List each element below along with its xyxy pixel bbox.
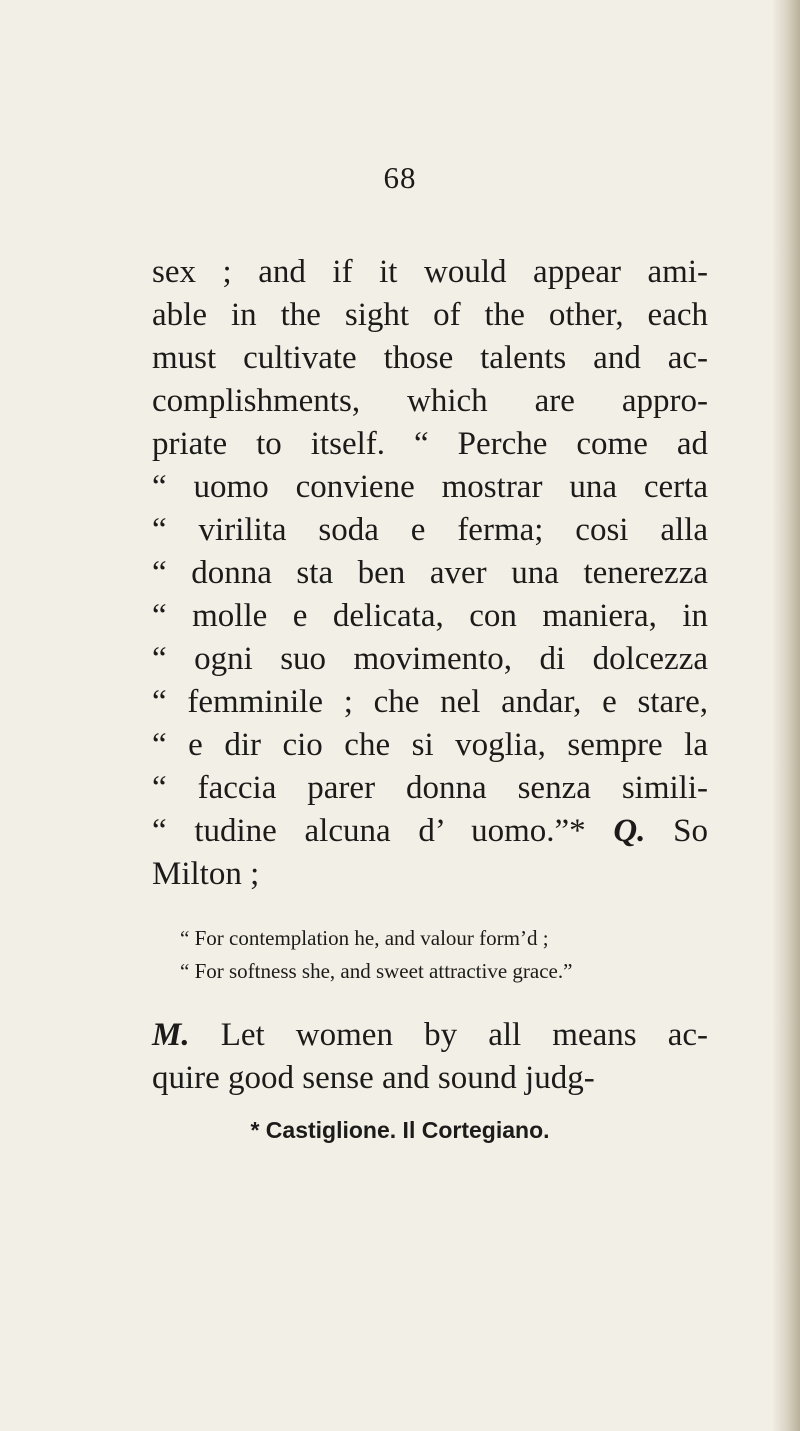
body-line: “ molle e delicata, con maniera, in (152, 598, 708, 634)
speaker-m: M. (152, 1017, 190, 1053)
body-line: “ uomo conviene mostrar una certa (152, 469, 708, 505)
page-number: 68 (383, 160, 417, 195)
body-line: “ virilita soda e ferma; cosi alla (152, 512, 708, 548)
quotation-line: “ For contemplation he, and valour form’d ; (180, 926, 549, 950)
body-line: “ donna sta ben aver una tenerezza (152, 555, 708, 591)
body-line: must cultivate those talents and ac- (152, 340, 708, 376)
body-line: “ femminile ; che nel andar, e stare, (152, 684, 708, 720)
quotation-line: “ For softness she, and sweet attractive grace.” (180, 959, 573, 983)
response-text: Let women by all means ac- (220, 1017, 708, 1053)
response-line (152, 1015, 708, 1055)
body-line-with-speaker (152, 811, 708, 851)
body-line: Milton ; (152, 856, 260, 892)
body-line: “ faccia parer donna senza simili- (152, 770, 708, 806)
body-line: “ ogni suo movimento, di dolcezza (152, 641, 708, 677)
body-line: complishments, which are appro- (152, 383, 708, 419)
body-line: priate to itself. “ Perche come ad (152, 426, 708, 462)
page-edge-shadow (772, 0, 800, 1431)
body-line: sex ; and if it would appear ami- (152, 254, 708, 290)
footnote: * Castiglione. Il Cortegiano. (250, 1117, 550, 1143)
body-line-tail: So (673, 813, 708, 849)
speaker-q: Q. (613, 813, 646, 849)
response-line: quire good sense and sound judg- (152, 1060, 595, 1096)
body-line: “ e dir cio che si voglia, sempre la (152, 727, 708, 763)
body-line-text: “ tudine alcuna d’ uomo.”* (152, 813, 586, 849)
body-line: able in the sight of the other, each (152, 297, 708, 333)
